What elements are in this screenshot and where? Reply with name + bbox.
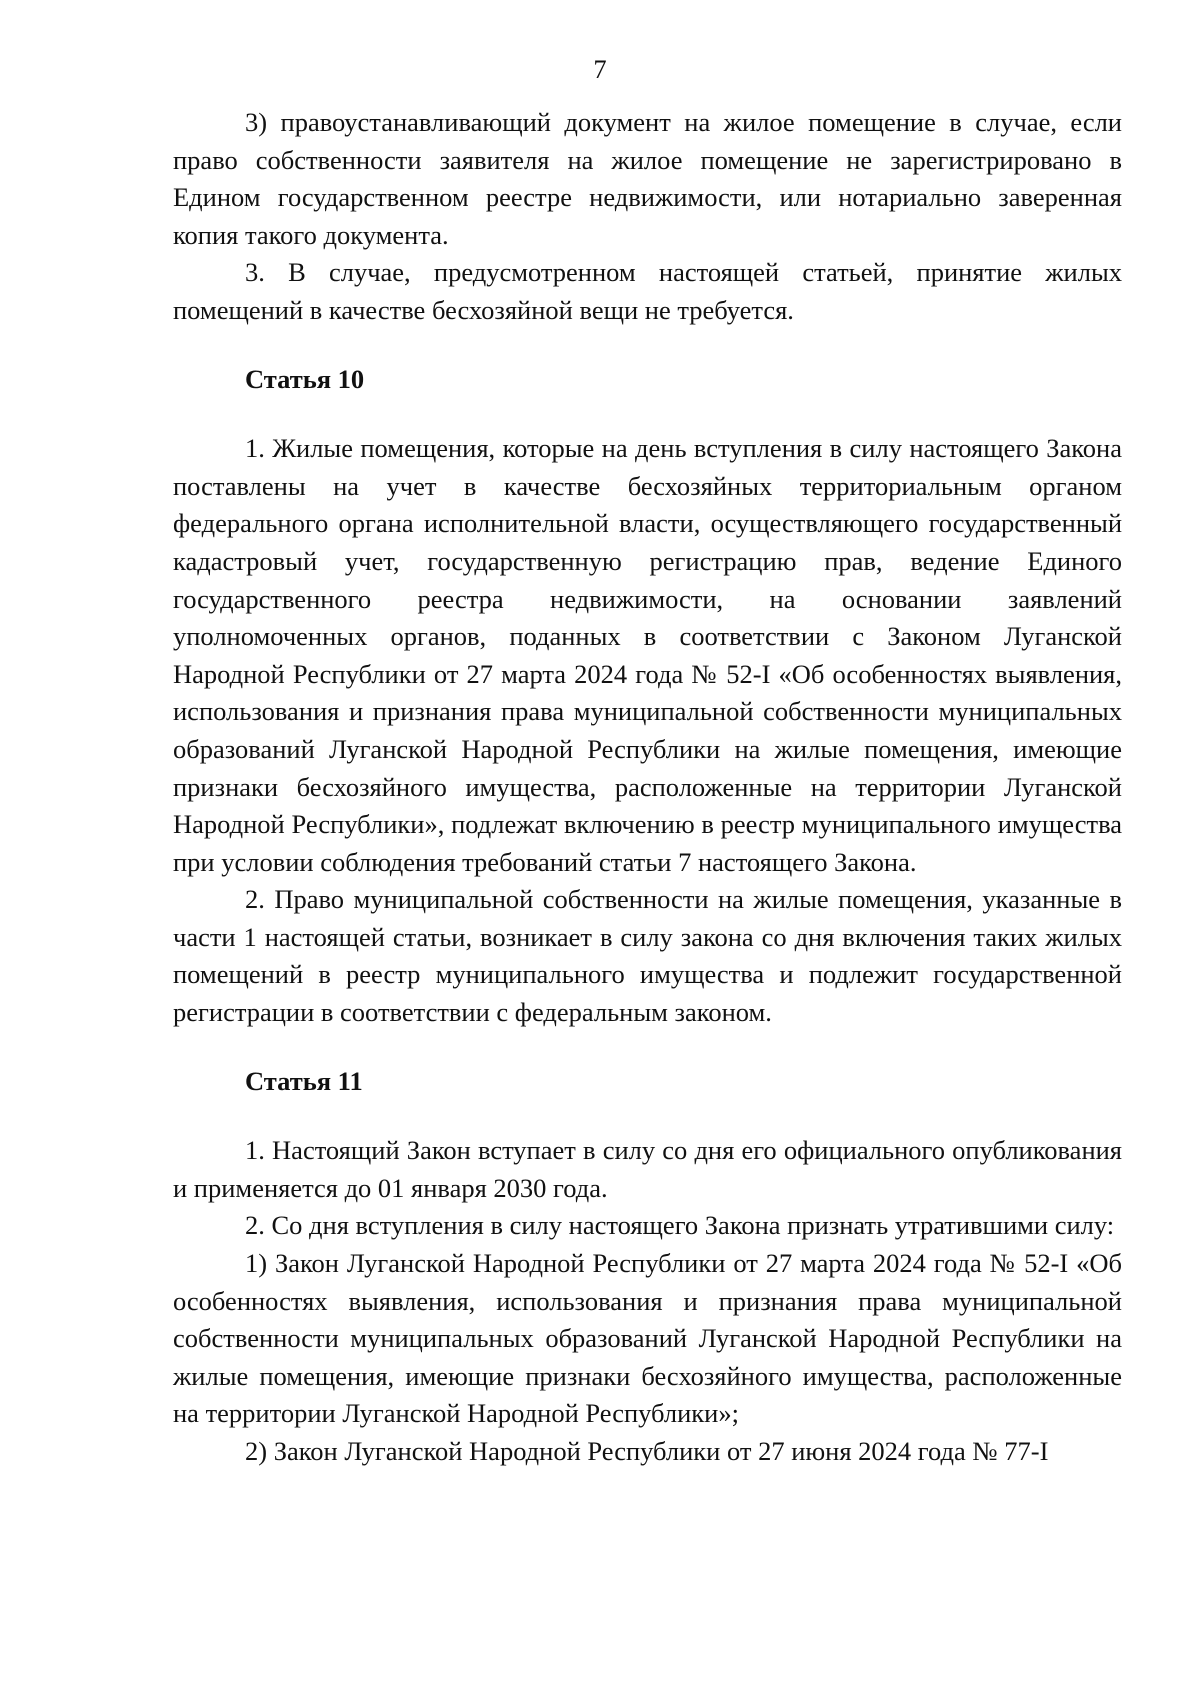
article-11-paragraph-2: 2. Со дня вступления в силу настоящего Закона признать утратившими силу: [245, 1210, 1115, 1241]
document-body [173, 104, 1122, 1471]
paragraph-ownerless-not-required: 3. В случае, предусмотренном настоящей статьей, принятие жилых помещений в качестве бесхозяйной вещи не требуется. [173, 257, 1122, 325]
article-11-paragraph-1: 1. Настоящий Закон вступает в силу со дня его официального опубликования и применяется до 01 января 2030 года. [173, 1135, 1122, 1203]
paragraph-title-document-item: 3) правоустанавливающий документ на жилое помещение в случае, если право собственности заявителя на жилое помещение не зарегистрировано в Едином государственном реестре недвижимости, или нотариально заверенная копия такого документа. [173, 107, 1122, 250]
article-10-paragraph-2: 2. Право муниципальной собственности на жилые помещения, указанные в части 1 настоящей статьи, возникает в силу закона со дня включения таких жилых помещений в реестр муниципального имущества и подлежит государственной регистрации в соответствии с федеральным законом. [173, 884, 1122, 1028]
page-number: 7 [593, 54, 607, 84]
article-10-paragraph-1: 1. Жилые помещения, которые на день вступления в силу настоящего Закона поставлены на учет в качестве бесхозяйных территориальным органом федерального органа исполнительной власти, осуществляющего государственный кадастровый учет, государственную регистрацию прав, ведение Единого государственного реестра недвижимости, на основании заявлений уполномоченных органов, поданных в соответствии с Законом Луганской Народной Республики от 27 марта 2024 года № 52-I «Об особенностях выявления, использования и признания права муниципальной собственности муниципальных образований Луганской Народной Республики на жилые помещения, имеющие признаки бесхозяйного имущества, расположенные на территории Луганской Народной Республики», подлежат включению в реестр муниципального имущества при условии соблюдения требований статьи 7 настоящего Закона. [173, 433, 1122, 877]
article-11-heading: Статья 11 [245, 1065, 363, 1096]
article-11-item-1: 1) Закон Луганской Народной Республики от 27 марта 2024 года № 52-I «Об особенностях выявления, использования и признания права муниципальной собственности муниципальных образований Луганской Народной Республики на жилые помещения, имеющие признаки бесхозяйного имущества, расположенные на территории Луганской Народной Республики»; [173, 1248, 1122, 1429]
article-10-heading: Статья 10 [245, 363, 365, 394]
article-11-item-2: 2) Закон Луганской Народной Республики от 27 июня 2024 года № 77-I [245, 1436, 1049, 1466]
